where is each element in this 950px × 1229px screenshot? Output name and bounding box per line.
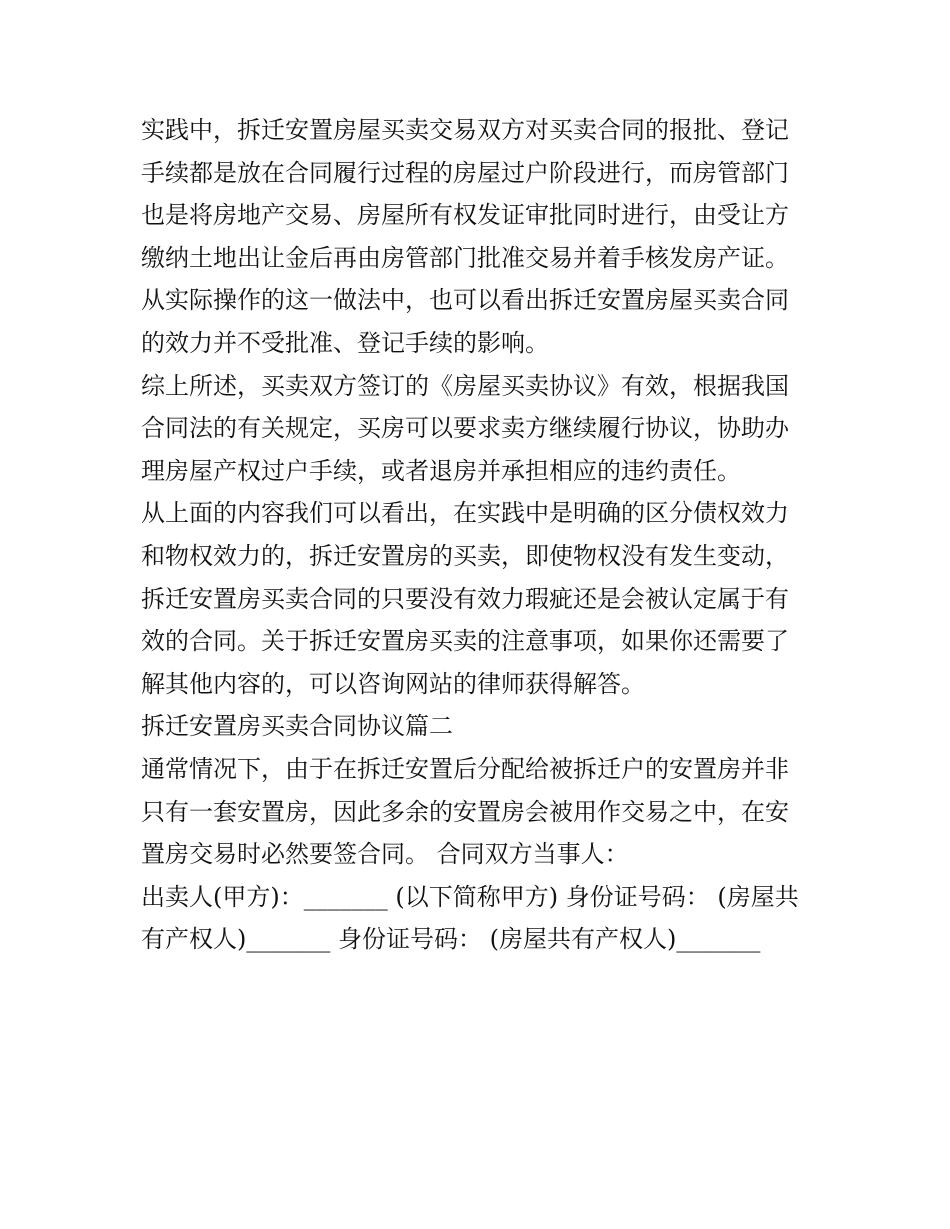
form-field-line: 有产权人)_______ 身份证号码： (房屋共有产权人)_______ xyxy=(141,925,761,954)
section-heading: 拆迁安置房买卖合同协议篇二 xyxy=(141,712,453,741)
text-line: 综上所述，买卖双方签订的《房屋买卖协议》有效，根据我国 xyxy=(141,371,789,400)
text-line: 从实际操作的这一做法中，也可以看出拆迁安置房屋买卖合同 xyxy=(141,286,789,315)
text-line: 效的合同。关于拆迁安置房买卖的注意事项，如果你还需要了 xyxy=(141,627,789,656)
text-line: 从上面的内容我们可以看出，在实践中是明确的区分债权效力 xyxy=(141,499,789,528)
text-line: 合同法的有关规定，买房可以要求卖方继续履行协议，协助办 xyxy=(141,414,789,443)
text-line: 置房交易时必然要签合同。 合同双方当事人： xyxy=(141,840,629,869)
text-line: 拆迁安置房买卖合同的只要没有效力瑕疵还是会被认定属于有 xyxy=(141,584,789,613)
text-line: 解其他内容的，可以咨询网站的律师获得解答。 xyxy=(141,669,645,698)
text-line: 缴纳土地出让金后再由房管部门批准交易并着手核发房产证。 xyxy=(141,243,789,272)
text-line: 和物权效力的，拆迁安置房的买卖，即使物权没有发生变动， xyxy=(141,541,789,570)
text-line: 也是将房地产交易、房屋所有权发证审批同时进行，由受让方 xyxy=(141,201,789,230)
text-line: 手续都是放在合同履行过程的房屋过户阶段进行，而房管部门 xyxy=(141,158,789,187)
text-line: 的效力并不受批准、登记手续的影响。 xyxy=(141,328,549,357)
text-line: 只有一套安置房，因此多余的安置房会被用作交易之中，在安 xyxy=(141,797,789,826)
text-line: 理房屋产权过户手续，或者退房并承担相应的违约责任。 xyxy=(141,456,741,485)
form-field-line: 出卖人(甲方)：_______ (以下简称甲方) 身份证号码： (房屋共 xyxy=(141,882,799,911)
text-line: 通常情况下，由于在拆迁安置后分配给被拆迁户的安置房并非 xyxy=(141,754,789,783)
document-body xyxy=(141,109,821,961)
text-line: 实践中，拆迁安置房屋买卖交易双方对买卖合同的报批、登记 xyxy=(141,116,789,144)
